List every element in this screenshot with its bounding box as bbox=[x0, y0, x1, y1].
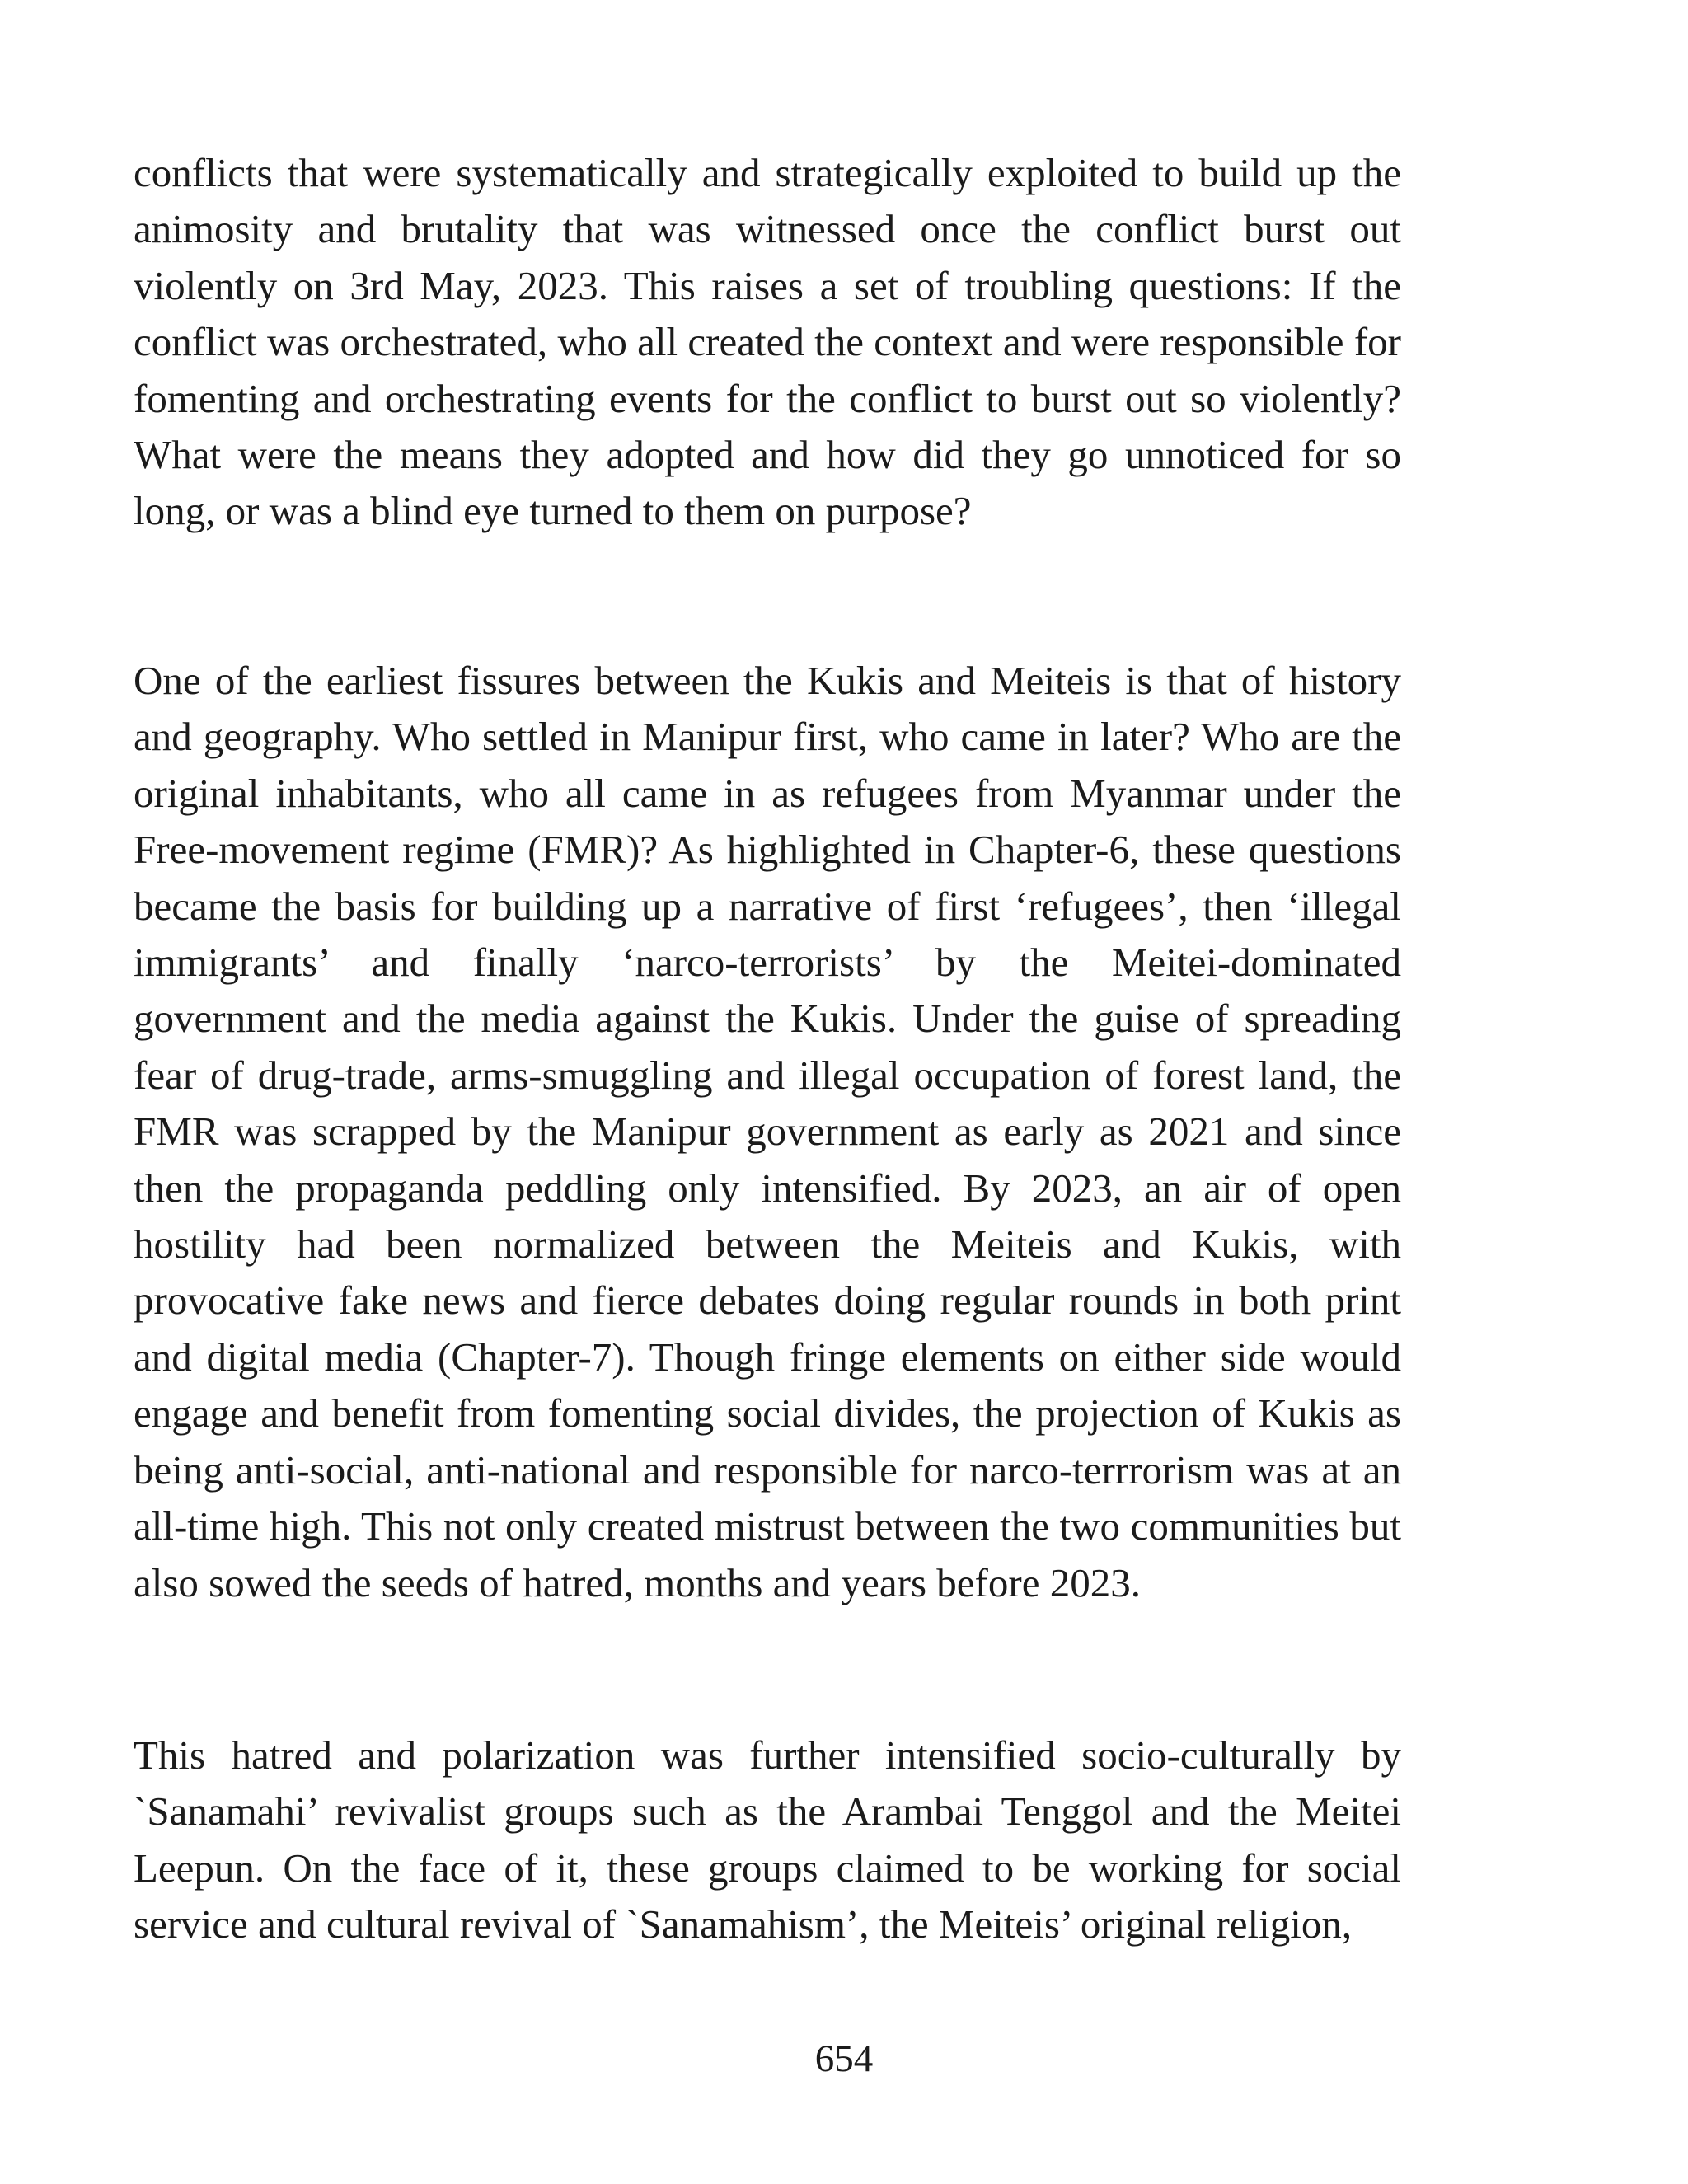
paragraph-1 bbox=[134, 145, 1401, 540]
paragraph-3 bbox=[134, 1727, 1401, 1953]
paragraph-2-text: One of the earliest fissures between the Kukis and Meiteis is that of history and geography. Who settled in Manipur first, who came in later? Who are the original inhabitants, who all came in as refugees from Myanmar under the Free-movement regime (FMR)? As highlighted in Chapter-6, these questions became the basis for building up a narrative of first ‘refugees’, then ‘illegal immigrants’ and finally ‘narco-terrorists’ by the Meitei-dominated government and the media against the Kukis. Under the guise of spreading fear of drug-trade, arms-smuggling and illegal occupation of forest land, the FMR was scrapped by the Manipur government as early as 2021 and since then the propaganda peddling only intensified. By 2023, an air of open hostility had been normalized between the Meiteis and Kukis, with provocative fake news and fierce debates doing regular rounds in both print and digital media (Chapter-7). Though fringe elements on either side would engage and benefit from fomenting social divides, the projection of Kukis as being anti-social, anti-national and responsible for narco-terrrorism was at an all-time high. This not only created mistrust between the two communities but also sowed the seeds of hatred, months and years before 2023. bbox=[134, 658, 1401, 1605]
paragraph-2 bbox=[134, 653, 1401, 1611]
paragraph-1-text: conflicts that were systematically and strategically exploited to build up the animosity and brutality that was witnessed once the conflict burst out violently on 3rd May, 2023. This raises a set of troubling questions: If the conflict was orchestrated, who all created the context and were responsible for fomenting and orchestrating events for the conflict to burst out so violently? What were the means they adopted and how did they go unnoticed for so long, or was a blind eye turned to them on purpose? bbox=[134, 150, 1401, 534]
paragraph-3-text: This hatred and polarization was further intensified socio-culturally by `Sanamahi’ revivalist groups such as the Arambai Tenggol and the Meitei Leepun. On the face of it, these groups claimed to be working for social service and cultural revival of `Sanamahism’, the Meiteis’ original religion, bbox=[134, 1732, 1401, 1947]
page-number: 654 bbox=[814, 2037, 874, 2080]
